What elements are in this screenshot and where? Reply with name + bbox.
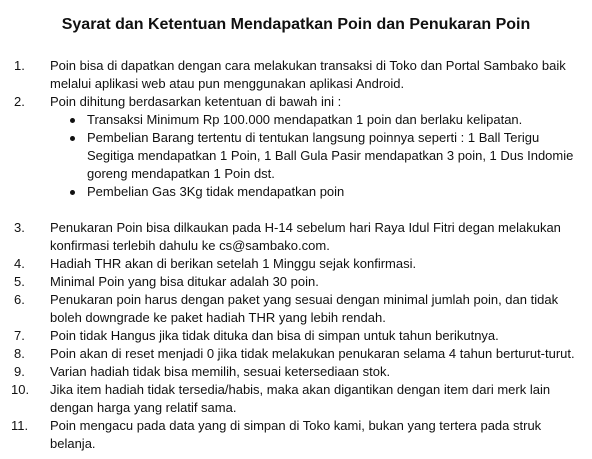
item-text: Minimal Poin yang bisa ditukar adalah 30 poin. xyxy=(50,274,319,289)
item-number: 9. xyxy=(14,364,25,379)
list-item xyxy=(0,57,592,93)
item-number: 1. xyxy=(14,58,25,73)
item-text: Penukaran poin harus dengan paket yang sesuai dengan minimal jumlah poin, dan tidak boleh downgrade ke paket hadiah THR yang lebih rendah. xyxy=(50,292,559,325)
item-number: 7. xyxy=(14,328,25,343)
sub-item-text: Transaksi Minimum Rp 100.000 mendapatkan 1 poin dan berlaku kelipatan. xyxy=(87,112,523,127)
page-title: Syarat dan Ketentuan Mendapatkan Poin dan Penukaran Poin xyxy=(61,16,531,33)
item-text: Poin dihitung berdasarkan ketentuan di bawah ini : xyxy=(50,94,342,109)
item-number: 10. xyxy=(11,382,30,397)
list-item xyxy=(0,219,592,255)
list-item xyxy=(0,363,592,381)
item-number: 2. xyxy=(14,94,25,109)
item-text: Poin mengacu pada data yang di simpan di Toko kami, bukan yang tertera pada struk belanja. xyxy=(50,418,542,451)
sub-item-text: Pembelian Gas 3Kg tidak mendapatkan poin xyxy=(87,184,345,199)
item-text: Poin tidak Hangus jika tidak dituka dan bisa di simpan untuk tahun berikutnya. xyxy=(50,328,499,343)
list-item xyxy=(0,417,592,453)
list-item xyxy=(0,93,592,111)
item-text: Jika item hadiah tidak tersedia/habis, maka akan digantikan dengan item dari merk lain dengan harga yang relatif sama. xyxy=(50,382,551,415)
list-item xyxy=(0,291,592,327)
sub-list-item xyxy=(0,111,592,129)
item-number: 5. xyxy=(14,274,25,289)
item-number: 3. xyxy=(14,220,25,235)
item-number: 6. xyxy=(14,292,25,307)
list-item xyxy=(0,345,592,363)
list-item xyxy=(0,255,592,273)
item-text: Poin akan di reset menjadi 0 jika tidak melakukan penukaran selama 4 tahun berturut-turut. xyxy=(50,346,575,361)
list-item xyxy=(0,273,592,291)
terms-list xyxy=(0,57,592,453)
sub-list-item xyxy=(0,129,592,183)
sub-item-text: Pembelian Barang tertentu di tentukan langsung poinnya seperti : 1 Ball Terigu Segitiga mendapatkan 1 Poin, 1 Ball Gula Pasir mendapatkan 3 poin, 1 Dus Indomie goreng mendapatkan 1 Poin dst. xyxy=(87,130,574,181)
item-number: 8. xyxy=(14,346,25,361)
bullet-icon xyxy=(70,136,75,141)
item-text: Varian hadiah tidak bisa memilih, sesuai ketersediaan stok. xyxy=(50,364,391,379)
item-number: 11. xyxy=(11,418,29,433)
item-text: Poin bisa di dapatkan dengan cara melakukan transaksi di Toko dan Portal Sambako baik melalui aplikasi web atau pun menggunakan aplikasi Android. xyxy=(50,58,566,91)
item-text: Penukaran Poin bisa dilkaukan pada H-14 sebelum hari Raya Idul Fitri degan melakukan konfirmasi terlebih dahulu ke cs@sambako.com. xyxy=(50,220,561,253)
item-number: 4. xyxy=(14,256,25,271)
list-item xyxy=(0,327,592,345)
bullet-icon xyxy=(70,190,75,195)
spacer xyxy=(0,201,592,219)
list-item xyxy=(0,381,592,417)
sub-list-item xyxy=(0,183,592,201)
bullet-icon xyxy=(70,118,75,123)
item-text: Hadiah THR akan di berikan setelah 1 Minggu sejak konfirmasi. xyxy=(50,256,417,271)
